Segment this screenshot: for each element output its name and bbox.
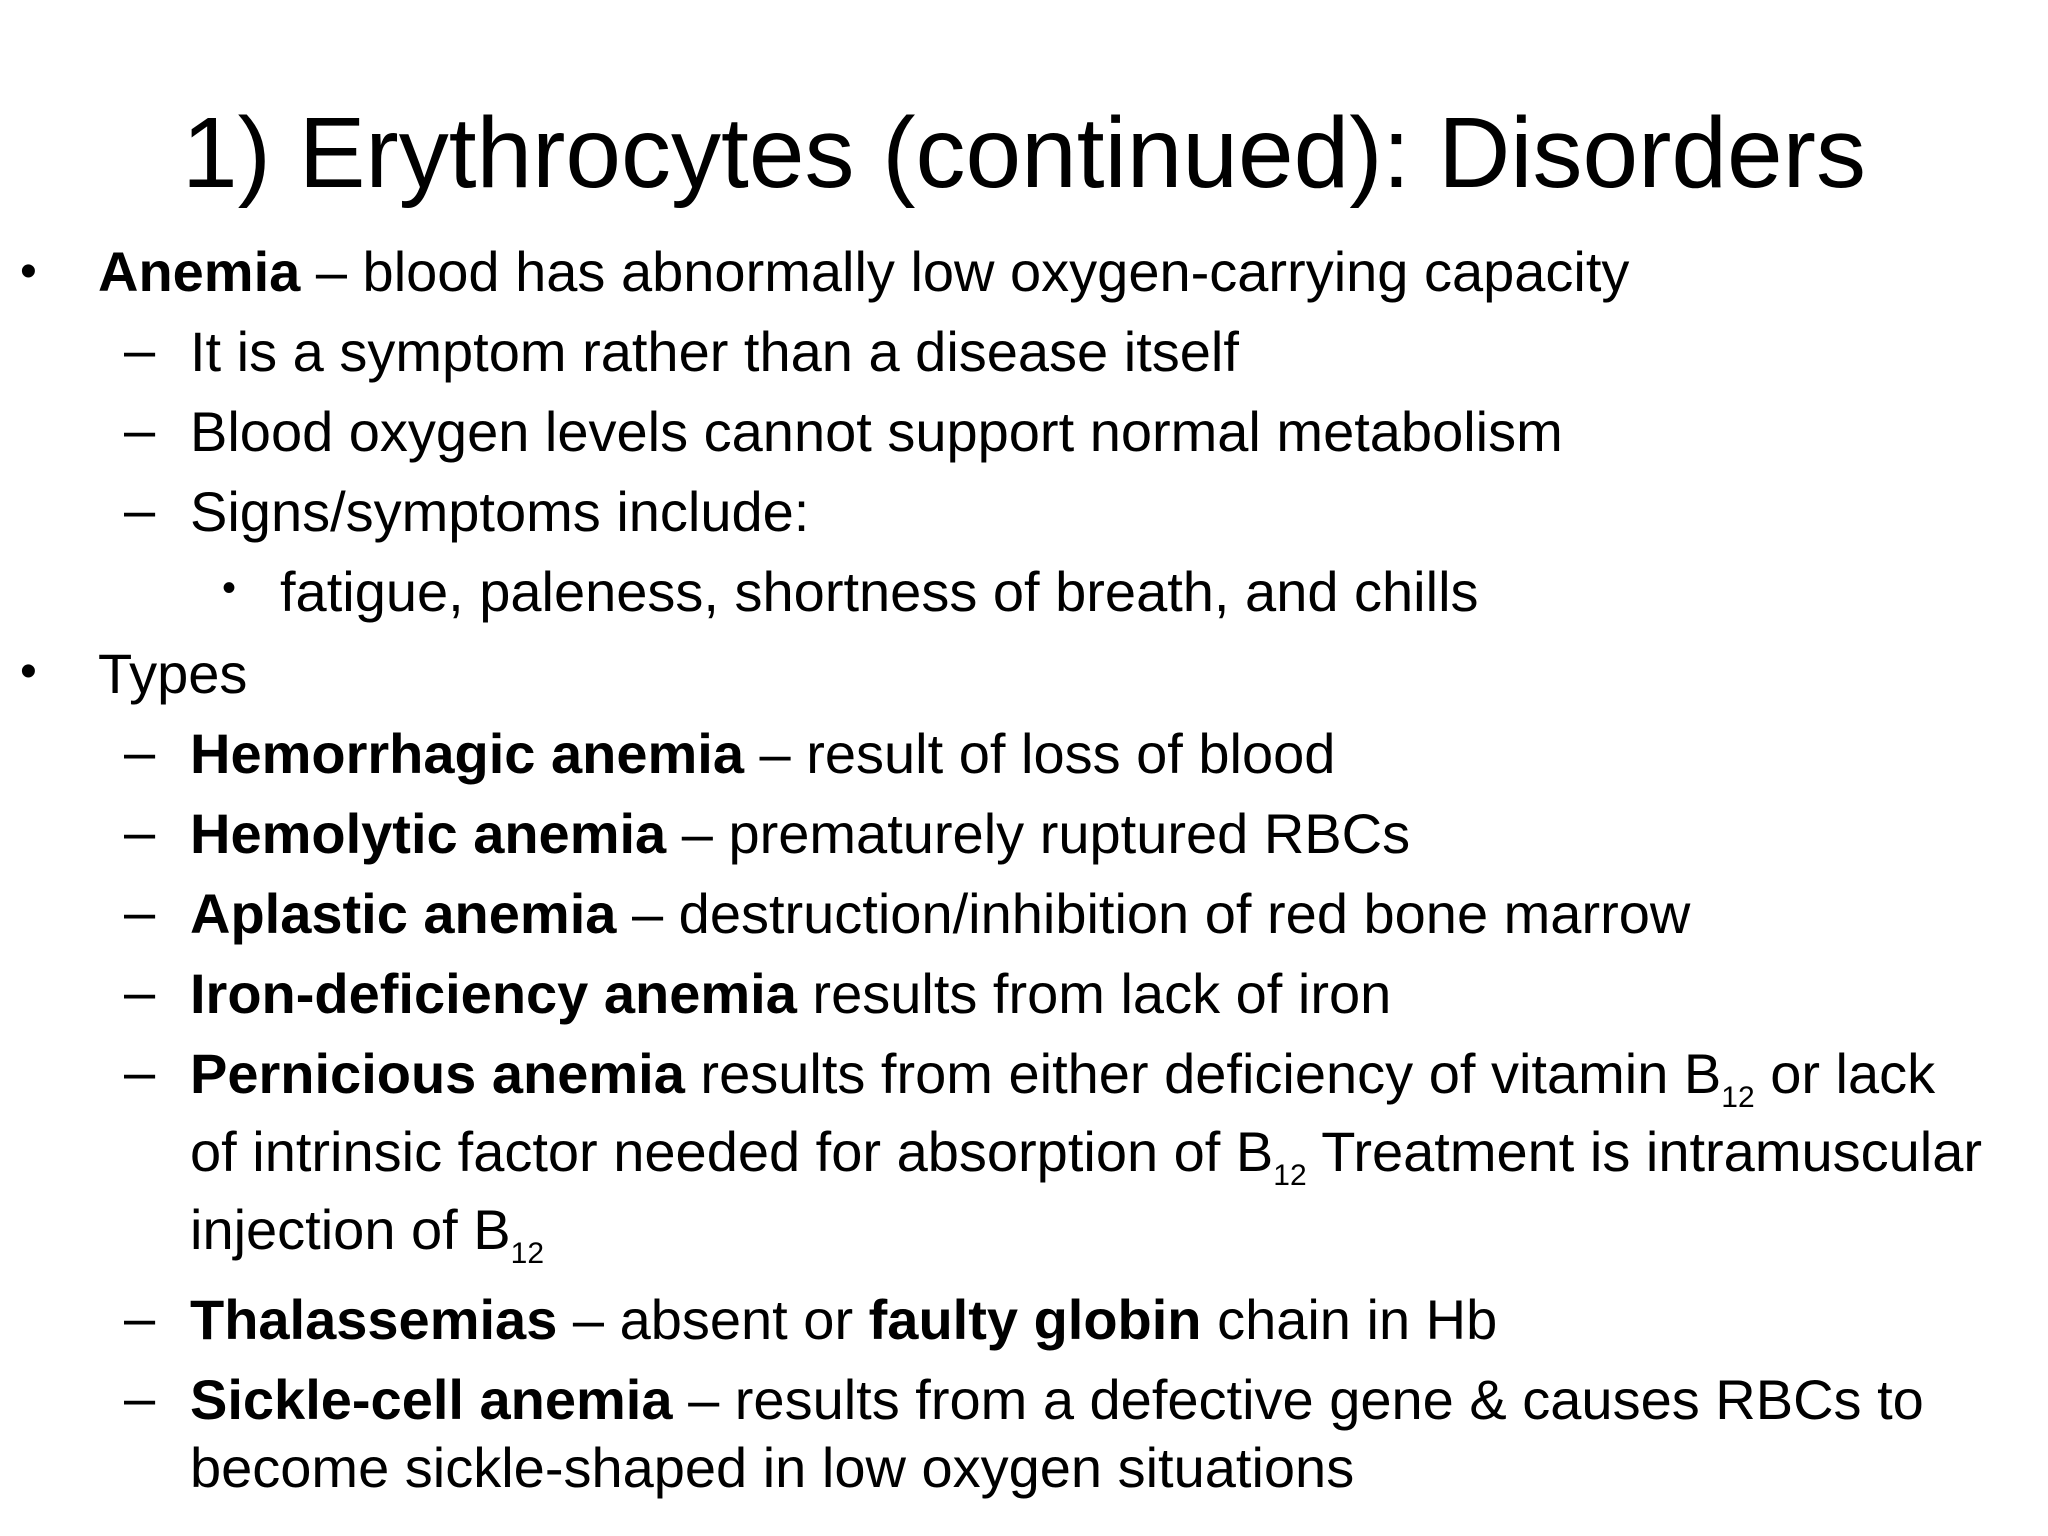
dash-marker: –	[124, 960, 156, 1023]
term-pernicious: Pernicious anemia	[190, 1042, 685, 1105]
term-anemia: Anemia	[98, 240, 301, 303]
type-sickle-cell-line1	[190, 1368, 1924, 1432]
type-hemorrhagic	[190, 722, 1335, 786]
bullet-marker-small: •	[222, 566, 237, 610]
pernicious-text: results from either deficiency of vitamin B	[684, 1042, 1722, 1105]
type-iron-deficiency	[190, 962, 1391, 1026]
aplastic-definition: – destruction/inhibition of red bone marrow	[616, 882, 1691, 945]
term-hemolytic: Hemolytic anemia	[190, 802, 667, 865]
subscript-12: 12	[1273, 1159, 1307, 1192]
sub-bullet-oxygen-levels: Blood oxygen levels cannot support normal metabolism	[190, 400, 1563, 463]
dash-marker: –	[124, 800, 156, 863]
bullet-types: Types	[98, 642, 248, 705]
sickle-cell-text: – results from a defective gene & causes RBCs to	[672, 1368, 1924, 1431]
bullet-anemia	[98, 240, 1629, 304]
thalassemias-text-tail: chain in Hb	[1201, 1288, 1498, 1351]
type-sickle-cell-line2: become sickle-shaped in low oxygen situations	[190, 1436, 1355, 1499]
hemorrhagic-definition: – result of loss of blood	[743, 722, 1336, 785]
term-aplastic: Aplastic anemia	[190, 882, 617, 945]
term-thalassemias: Thalassemias	[190, 1288, 558, 1351]
thalassemias-text: – absent or	[557, 1288, 869, 1351]
type-aplastic	[190, 882, 1690, 946]
term-iron-deficiency: Iron-deficiency anemia	[190, 962, 797, 1025]
type-pernicious-line3	[190, 1198, 545, 1270]
bullet-marker: •	[20, 645, 37, 698]
sub-bullet-signs: Signs/symptoms include:	[190, 480, 810, 543]
dash-marker: –	[124, 1286, 156, 1349]
hemolytic-definition: – prematurely ruptured RBCs	[666, 802, 1411, 865]
subscript-12: 12	[510, 1237, 545, 1270]
pernicious-text-tail: or lack	[1754, 1042, 1936, 1105]
dash-marker: –	[124, 398, 156, 461]
dash-marker: –	[124, 318, 156, 381]
term-faulty-globin: faulty globin	[868, 1288, 1202, 1351]
term-sickle-cell: Sickle-cell anemia	[190, 1368, 673, 1431]
dash-marker: –	[124, 1366, 156, 1429]
anemia-definition: – blood has abnormally low oxygen-carrying capacity	[300, 240, 1630, 303]
pernicious-text: of intrinsic factor needed for absorption of B	[190, 1120, 1274, 1183]
type-pernicious-line1	[190, 1042, 1936, 1114]
subscript-12: 12	[1721, 1081, 1755, 1114]
type-hemolytic	[190, 802, 1410, 866]
iron-deficiency-definition: results from lack of iron	[796, 962, 1392, 1025]
pernicious-text: injection of B	[190, 1198, 511, 1261]
dash-marker: –	[124, 880, 156, 943]
sub-bullet-symptom: It is a symptom rather than a disease itself	[190, 320, 1239, 383]
dash-marker: –	[124, 478, 156, 541]
term-hemorrhagic: Hemorrhagic anemia	[190, 722, 744, 785]
sub-sub-bullet-signs-list: fatigue, paleness, shortness of breath, and chills	[280, 560, 1479, 623]
slide-title: 1) Erythrocytes (continued): Disorders	[182, 97, 1866, 209]
dash-marker: –	[124, 720, 156, 783]
type-thalassemias	[190, 1288, 1497, 1352]
bullet-marker: •	[20, 245, 37, 298]
dash-marker: –	[124, 1040, 156, 1103]
pernicious-treatment: Treatment is intramuscular	[1306, 1120, 1982, 1183]
type-pernicious-line2	[190, 1120, 1982, 1192]
